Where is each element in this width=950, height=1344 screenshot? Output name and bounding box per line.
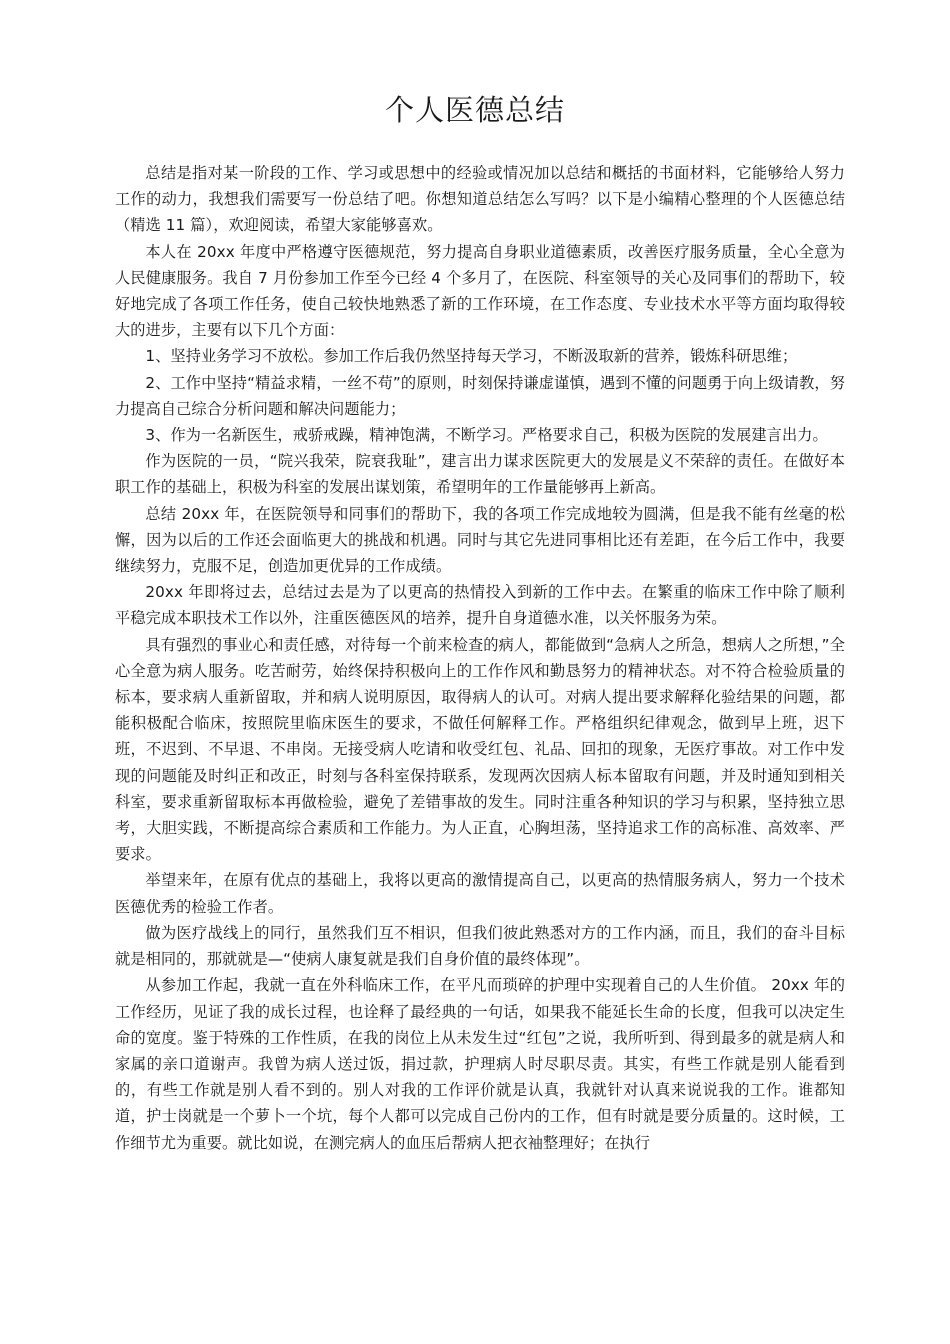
document-title: 个人医德总结: [384, 93, 565, 127]
paragraph: 做为医疗战线上的同行，虽然我们互不相识，但我们彼此熟悉对方的工作内涵，而且，我们的奋斗目标就是相同的，那就就是—“使病人康复就是我们自身价值的最终体现”。: [115, 923, 845, 969]
paragraph: 3、作为一名新医生，戒骄戒躁，精神饱满，不断学习。严格要求自己，积极为医院的发展建言出力。: [145, 426, 828, 445]
document-body: [115, 160, 845, 1156]
paragraph: 1、坚持业务学习不放松。参加工作后我仍然坚持每天学习，不断汲取新的营养，锻炼科研思维；: [145, 347, 798, 366]
paragraph: 从参加工作起，我就一直在外科临床工作，在平凡而琐碎的护理中实现着自己的人生价值。 20xx 年的工作经历，见证了我的成长过程，也诠释了最经典的一句话，如果我不能延长生命的长度，但我可以决定生命的宽度。鉴于特殊的工作性质，在我的岗位上从未发生过“红包”之说，我所听到、得到最多的就是病人和家属的亲口道谢声。我曾为病人送过饭，捐过款，护理病人时尽职尽责。其实，有些工作就是别人能看到的，有些工作就是别人看不到的。别人对我的工作评价就是认真，我就针对认真来说说我的工作。谁都知道，护士岗就是一个萝卜一个坑，每个人都可以完成自己份内的工作，但有时就是要分质量的。这时候，工作细节尤为重要。就比如说，在测完病人的血压后帮病人把衣袖整理好；在执行: [115, 976, 845, 1152]
paragraph: 20xx 年即将过去，总结过去是为了以更高的热情投入到新的工作中去。在繁重的临床工作中除了顺利平稳完成本职技术工作以外，注重医德医风的培养，提升自身道德水准，以关怀服务为荣。: [115, 583, 845, 628]
paragraph: 总结 20xx 年，在医院领导和同事们的帮助下，我的各项工作完成地较为圆满，但是我不能有丝毫的松懈，因为以后的工作还会面临更大的挑战和机遇。同时与其它先进同事相比还有差距，在今后工作中，我要继续努力，克服不足，创造加更优异的工作成绩。: [115, 504, 845, 576]
paragraph: 总结是指对某一阶段的工作、学习或思想中的经验或情况加以总结和概括的书面材料，它能够给人努力工作的动力，我想我们需要写一份总结了吧。你想知道总结怎么写吗？以下是小编精心整理的个人医德总结（精选 11 篇），欢迎阅读，希望大家能够喜欢。: [115, 164, 845, 235]
paragraph: 作为医院的一员，“院兴我荣，院衰我耻”，建言出力谋求医院更大的发展是义不荣辞的责任。在做好本职工作的基础上，积极为科室的发展出谋划策，希望明年的工作量能够再上新高。: [115, 452, 845, 497]
paragraph: 举望来年，在原有优点的基础上，我将以更高的激情提高自己，以更高的热情服务病人，努力一个技术医德优秀的检验工作者。: [115, 871, 845, 916]
paragraph: 2、工作中坚持“精益求精，一丝不苟”的原则，时刻保持谦虚谨慎，遇到不懂的问题勇于向上级请教，努力提高自己综合分析问题和解决问题能力；: [115, 373, 845, 418]
paragraph: 具有强烈的事业心和责任感，对待每一个前来检查的病人，都能做到“急病人之所急，想病人之所想，”全心全意为病人服务。吃苦耐劳，始终保持积极向上的工作作风和勤恳努力的精神状态。对不符合检验质量的标本，要求病人重新留取，并和病人说明原因，取得病人的认可。对病人提出要求解释化验结果的问题，都能积极配合临床，按照院里临床医生的要求，不做任何解释工作。严格组织纪律观念，做到早上班，迟下班，不迟到、不早退、不串岗。无接受病人吃请和收受红包、礼品、回扣的现象，无医疗事故。对工作中发现的问题能及时纠正和改正，时刻与各科室保持联系，发现两次因病人标本留取有问题，并及时通知到相关科室，要求重新留取标本再做检验，避免了差错事故的发生。同时注重各种知识的学习与积累，坚持独立思考，大胆实践，不断提高综合素质和工作能力。为人正直，心胸坦荡，坚持追求工作的高标准、高效率、严要求。: [115, 635, 845, 864]
paragraph: 本人在 20xx 年度中严格遵守医德规范，努力提高自身职业道德素质，改善医疗服务质量，全心全意为人民健康服务。我自 7 月份参加工作至今已经 4 个多月了，在医院、科室领导的关心及同事们的帮助下，较好地完成了各项工作任务，使自己较快地熟悉了新的工作环境，在工作态度、专业技术水平等方面均取得较大的进步，主要有以下几个方面：: [115, 242, 845, 340]
